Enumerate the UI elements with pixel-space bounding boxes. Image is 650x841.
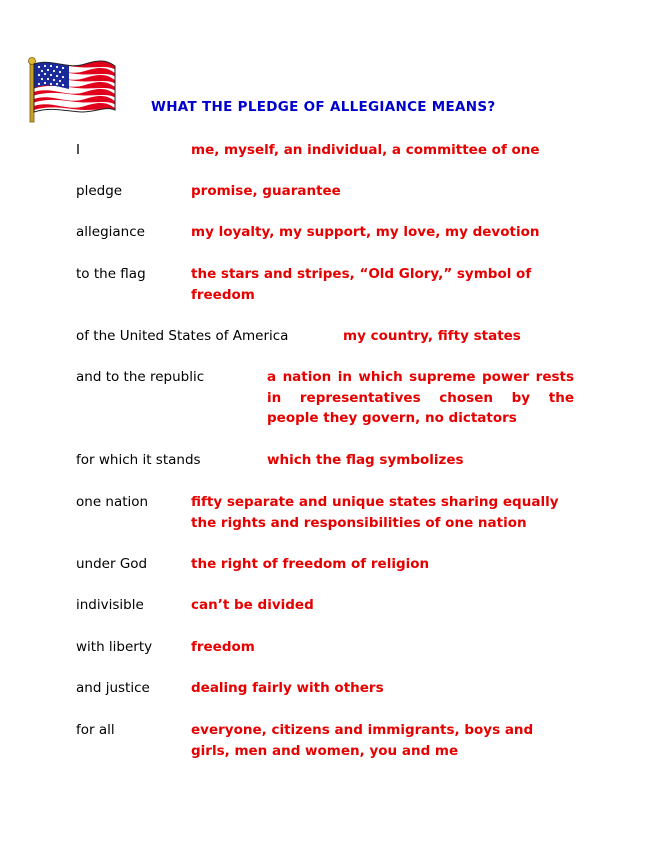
definition: can’t be divided <box>191 597 314 613</box>
definition: everyone, citizens and immigrants, boys and girls, men and women, you and me <box>191 722 534 759</box>
definition: my loyalty, my support, my love, my devotion <box>191 224 540 240</box>
term: and justice <box>76 680 150 696</box>
definition: promise, guarantee <box>191 183 341 199</box>
definition: me, myself, an individual, a committee of one <box>191 142 540 158</box>
term: allegiance <box>76 224 145 240</box>
definition: fifty separate and unique states sharing equally the rights and responsibilities of one nation <box>191 494 559 531</box>
definition: a nation in which supreme power rests in representatives chosen by the people they govern, no dictators <box>267 369 574 426</box>
term: indivisible <box>76 597 144 613</box>
term: and to the republic <box>76 369 205 385</box>
definition: dealing fairly with others <box>191 680 384 696</box>
definition: which the flag symbolizes <box>267 452 464 468</box>
term: to the flag <box>76 266 146 282</box>
term: one nation <box>76 494 149 510</box>
term: of the United States of America <box>76 328 289 344</box>
definition: my country, fifty states <box>343 328 521 344</box>
definition: freedom <box>191 639 255 655</box>
term: for all <box>76 722 115 738</box>
term: I <box>76 142 80 158</box>
term: with liberty <box>76 639 153 655</box>
term: for which it stands <box>76 452 201 468</box>
definition: the stars and stripes, “Old Glory,” symbol of freedom <box>191 266 532 303</box>
american-flag-icon <box>27 56 119 124</box>
definition: the right of freedom of religion <box>191 556 430 572</box>
term: under God <box>76 556 148 572</box>
page-title: WHAT THE PLEDGE OF ALLEGIANCE MEANS? <box>151 99 496 115</box>
term: pledge <box>76 183 123 199</box>
